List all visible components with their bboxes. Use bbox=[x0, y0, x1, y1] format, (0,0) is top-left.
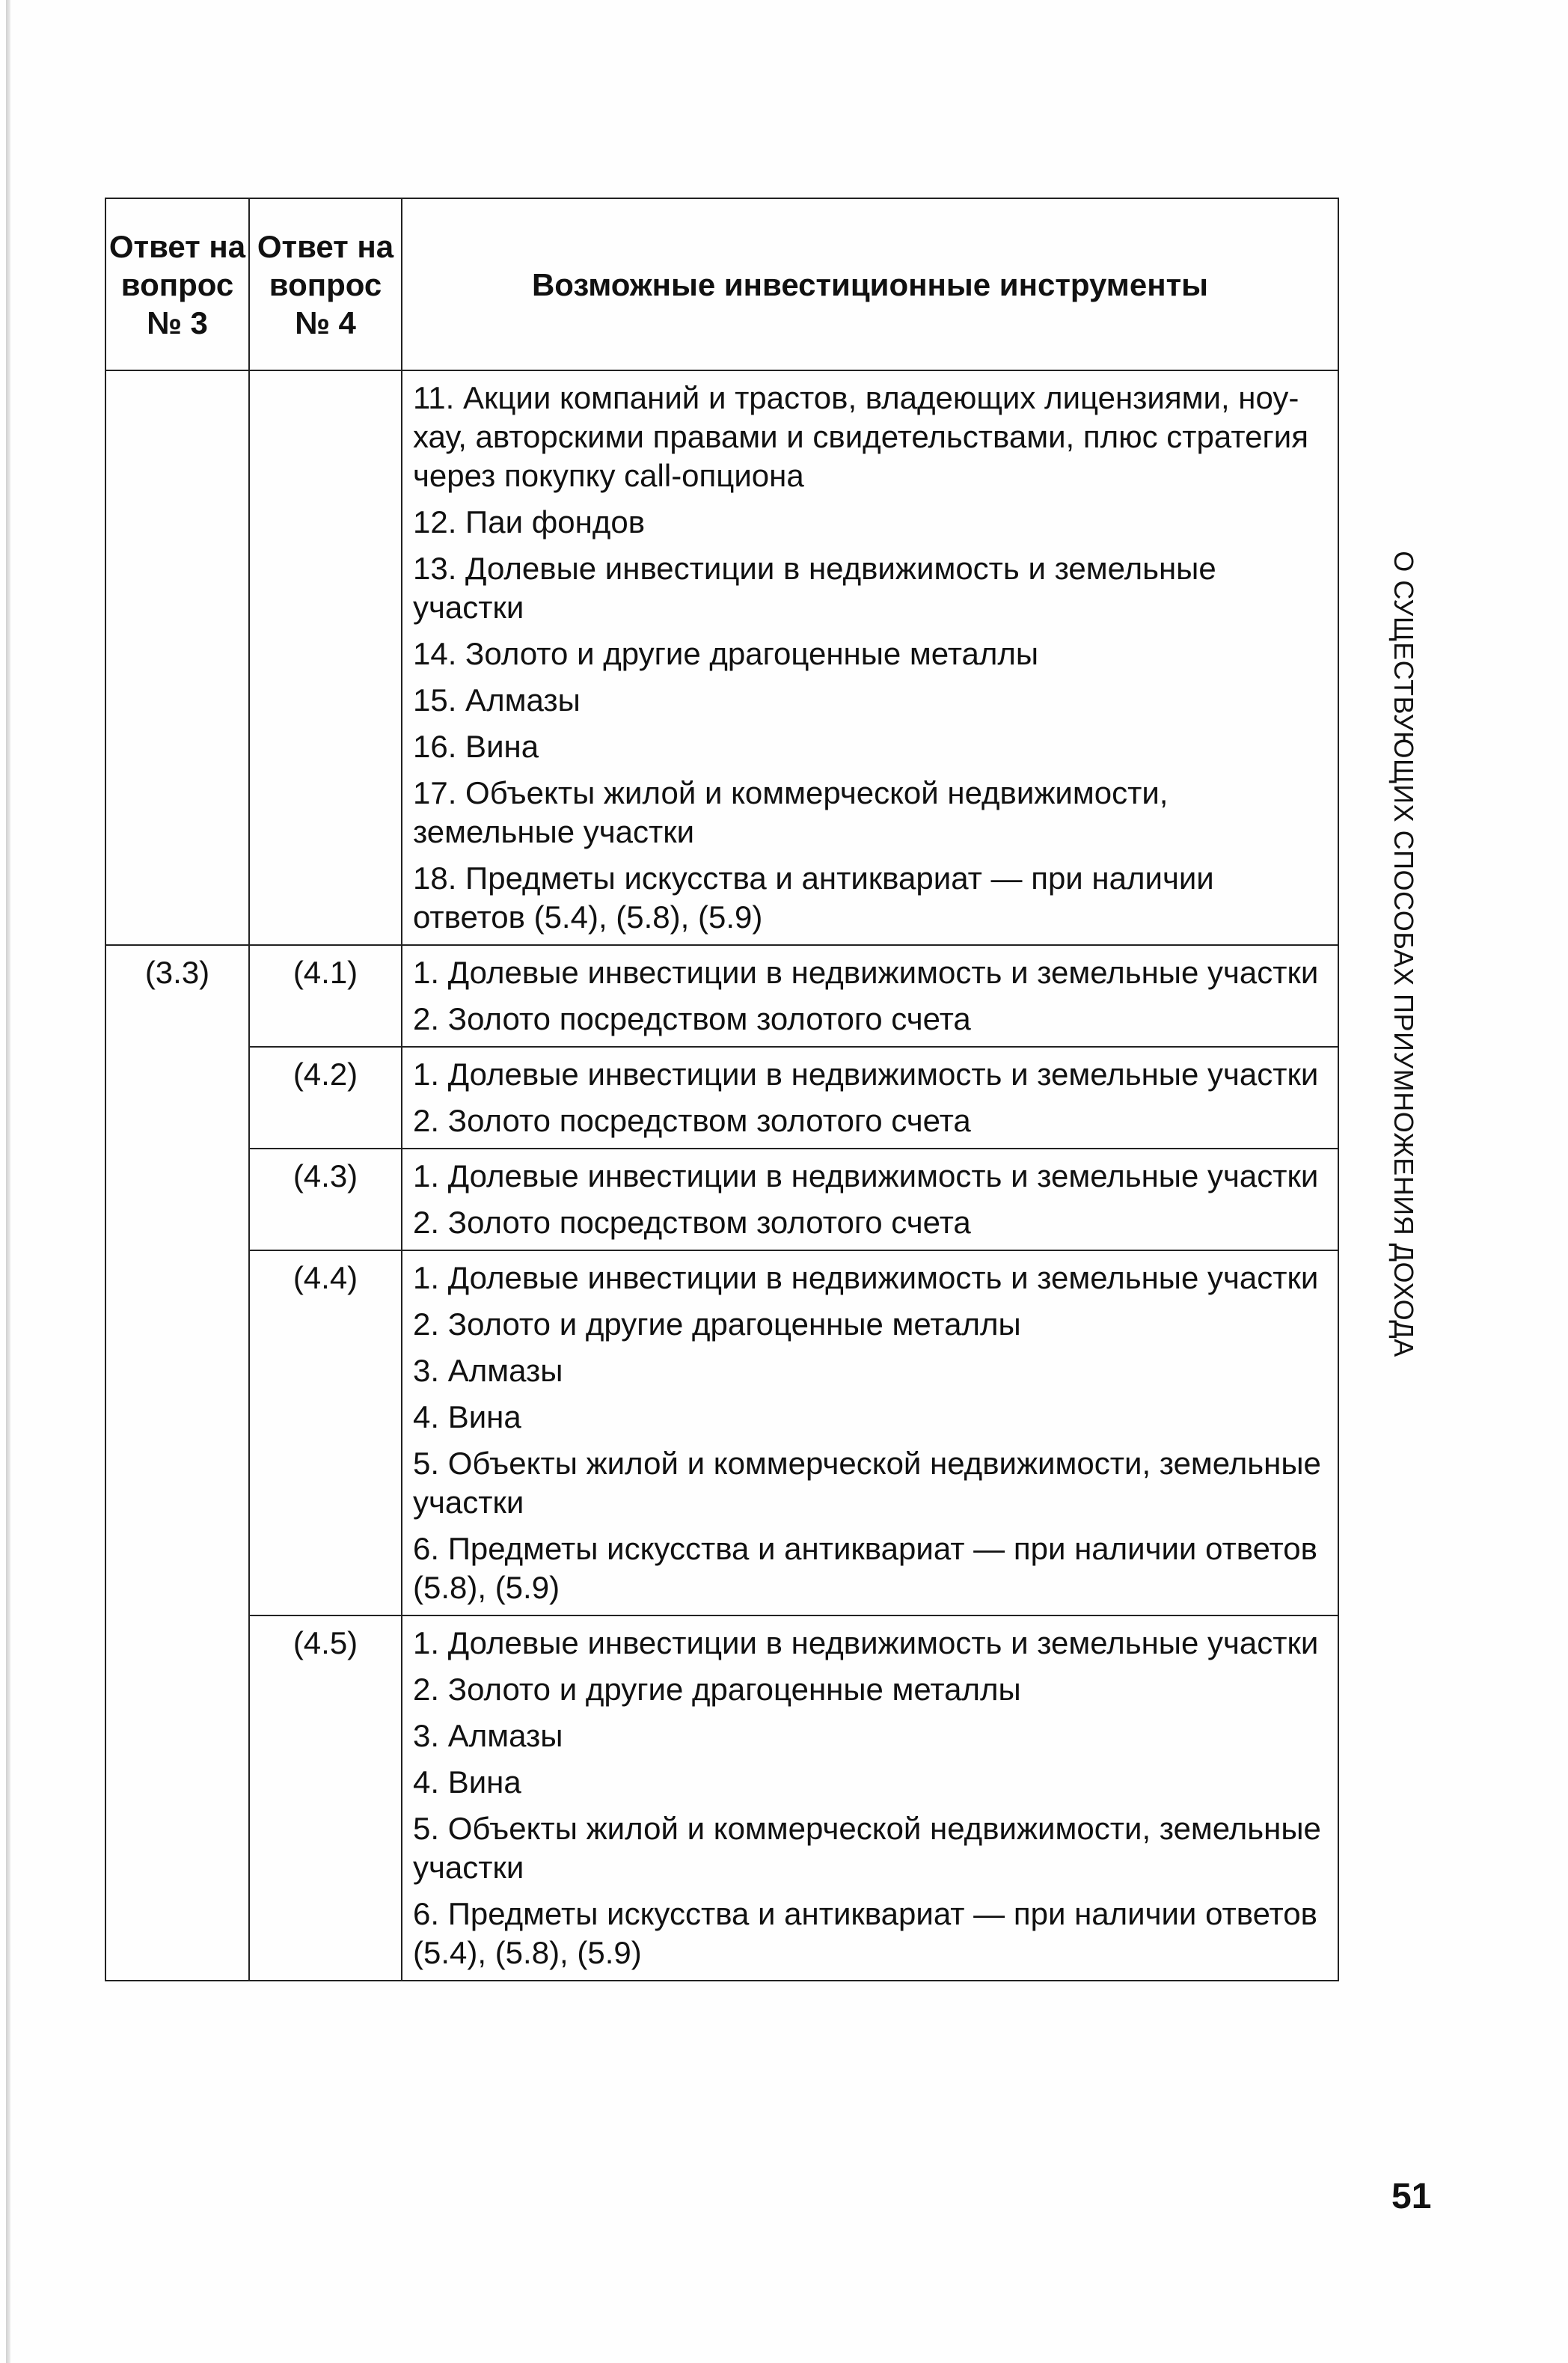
list-item: 14. Золото и другие драгоценные металлы bbox=[413, 636, 1039, 671]
list-item: 11. Акции компаний и трастов, владеющих лицензиями, ноу-хау, авторскими правами и свидетельствами, плюс стратегия через покупку call-опциона bbox=[413, 380, 1308, 493]
list-item: 2. Золото посредством золотого счета bbox=[413, 1103, 971, 1138]
list-item: 3. Алмазы bbox=[413, 1353, 563, 1388]
table-row bbox=[105, 945, 1338, 1047]
list-item: 12. Паи фондов bbox=[413, 504, 646, 539]
running-head-text: О СУЩЕСТВУЮЩИХ СПОСОБАХ ПРИУМНОЖЕНИЯ ДОХОДА bbox=[1388, 551, 1420, 1357]
list-item: 5. Объекты жилой и коммерческой недвижимости, земельные участки bbox=[413, 1446, 1321, 1520]
instruments-cell bbox=[402, 1615, 1338, 1981]
table-row bbox=[105, 1615, 1338, 1981]
instruments-cell bbox=[402, 945, 1338, 1047]
list-item: 16. Вина bbox=[413, 729, 539, 764]
page-number: 51 bbox=[1391, 2177, 1432, 2216]
instruments-cell bbox=[402, 1047, 1338, 1149]
table-row bbox=[105, 1047, 1338, 1149]
list-item: 2. Золото и другие драгоценные металлы bbox=[413, 1306, 1021, 1342]
list-item: 17. Объекты жилой и коммерческой недвижимости, земельные участки bbox=[413, 775, 1169, 849]
answer-q3-cell: (3.3) bbox=[105, 945, 249, 1981]
list-item: 3. Алмазы bbox=[413, 1718, 563, 1753]
list-item: 2. Золото посредством золотого счета bbox=[413, 1001, 971, 1036]
list-item: 1. Долевые инвестиции в недвижимость и земельные участки bbox=[413, 1057, 1319, 1092]
list-item: 1. Долевые инвестиции в недвижимость и земельные участки bbox=[413, 1158, 1319, 1193]
list-item: 2. Золото и другие драгоценные металлы bbox=[413, 1672, 1021, 1707]
table-row bbox=[105, 1250, 1338, 1615]
list-item: 15. Алмазы bbox=[413, 682, 581, 718]
empty-q4-cell bbox=[249, 370, 402, 945]
page-edge-shadow bbox=[6, 0, 10, 2363]
answer-q4-cell: (4.3) bbox=[249, 1149, 402, 1250]
continuation-row bbox=[105, 370, 1338, 945]
list-item: 5. Объекты жилой и коммерческой недвижимости, земельные участки bbox=[413, 1811, 1321, 1885]
answer-q4-cell: (4.1) bbox=[249, 945, 402, 1047]
empty-q3-cell bbox=[105, 370, 249, 945]
list-item: 6. Предметы искусства и антиквариат — при наличии ответов (5.4), (5.8), (5.9) bbox=[413, 1896, 1317, 1970]
list-item: 4. Вина bbox=[413, 1399, 521, 1434]
table-header-row bbox=[105, 198, 1338, 370]
header-answer-q4: Ответ на вопрос № 4 bbox=[249, 198, 402, 370]
header-instruments: Возможные инвестиционные инструменты bbox=[402, 198, 1338, 370]
list-item: 4. Вина bbox=[413, 1764, 521, 1800]
list-item: 6. Предметы искусства и антиквариат — при наличии ответов (5.8), (5.9) bbox=[413, 1531, 1317, 1605]
header-answer-q3: Ответ на вопрос № 3 bbox=[105, 198, 249, 370]
continuation-items-cell bbox=[402, 370, 1338, 945]
answer-q4-cell: (4.4) bbox=[249, 1250, 402, 1615]
answer-q4-cell: (4.2) bbox=[249, 1047, 402, 1149]
instruments-cell bbox=[402, 1149, 1338, 1250]
answer-q4-cell: (4.5) bbox=[249, 1615, 402, 1981]
running-head-vertical bbox=[1375, 551, 1432, 1357]
instruments-cell bbox=[402, 1250, 1338, 1615]
list-item: 2. Золото посредством золотого счета bbox=[413, 1205, 971, 1240]
list-item: 18. Предметы искусства и антиквариат — при наличии ответов (5.4), (5.8), (5.9) bbox=[413, 860, 1214, 935]
list-item: 13. Долевые инвестиции в недвижимость и земельные участки bbox=[413, 551, 1216, 625]
investment-instruments-table bbox=[105, 198, 1339, 1981]
list-item: 1. Долевые инвестиции в недвижимость и земельные участки bbox=[413, 1260, 1319, 1295]
table-row bbox=[105, 1149, 1338, 1250]
list-item: 1. Долевые инвестиции в недвижимость и земельные участки bbox=[413, 1625, 1319, 1660]
list-item: 1. Долевые инвестиции в недвижимость и земельные участки bbox=[413, 955, 1319, 990]
